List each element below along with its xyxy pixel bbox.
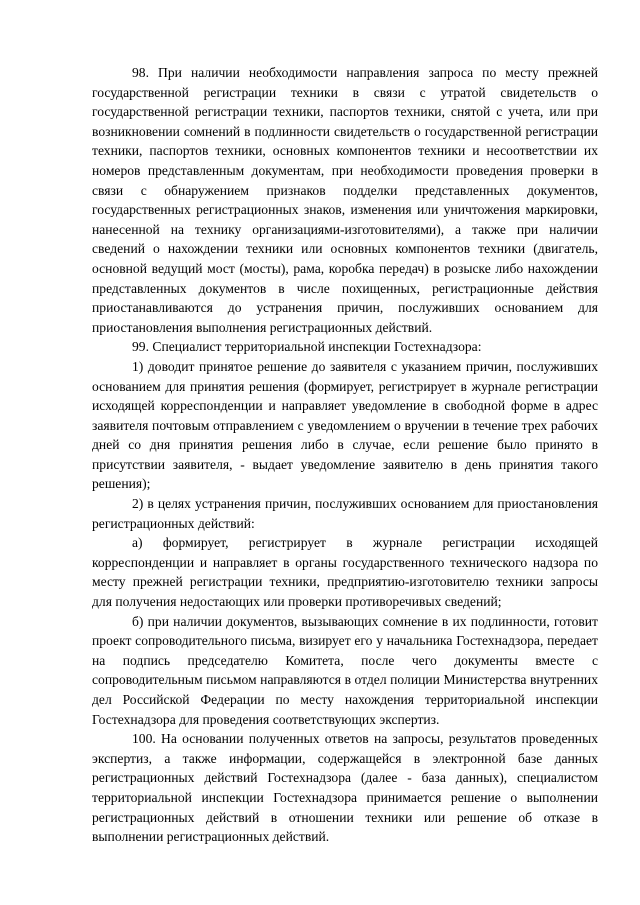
paragraph-99-item-2a: а) формирует, регистрирует в журнале регистрации исходящей корреспонденции и направляет в органы государственного технического надзора по месту прежней регистрации техники, предприятию-изготовителю техники запросы для получения недостающих или проверки противоречивых сведений; (92, 535, 598, 610)
paragraph-99-intro: 99. Специалист территориальной инспекции Гостехнадзора: (132, 339, 482, 355)
paragraph-98: 98. При наличии необходимости направления запроса по месту прежней государственной регистрации техники в связи с утратой свидетельств о государственной регистрации техники, паспортов техники, снятой с учета, или при возникновении сомнений в подлинности свидетельств о государственной регистрации техники, паспортов техники, основных компонентов техники и несоответствии их номеров представленным документам, при необходимости проведения проверки в связи с обнаружением признаков подделки представленных документов, государственных регистрационных знаков, изменения или уничтожения маркировки, нанесенной на технику организациями-изготовителями), а также при наличии сведений о нахождении техники или основных компонентов техники (двигатель, основной ведущий мост (мосты), рама, коробка передач) в розыске либо нахождении представленных документов в числе похищенных, регистрационные действия приостанавливаются до устранения причин, послуживших основанием для приостановления выполнения регистрационных действий. (92, 65, 598, 335)
paragraph-99-item-2: 2) в целях устранения причин, послуживших основанием для приостановления регистрационных действий: (92, 496, 598, 531)
paragraph-100: 100. На основании полученных ответов на запросы, результатов проведенных экспертиз, а также информации, содержащейся в электронной базе данных регистрационных действий Гостехнадзора (далее - база данных), специалистом территориальной инспекции Гостехнадзора принимается решение о выполнении регистрационных действий в отношении техники или решение об отказе в выполнении регистрационных действий. (92, 731, 598, 845)
paragraph-99-item-2b: б) при наличии документов, вызывающих сомнение в их подлинности, готовит проект сопроводительного письма, визирует его у начальника Гостехнадзора, передает на подпись председателю Комитета, после чего документы вместе с сопроводительным письмом направляются в отдел полиции Министерства внутренних дел Российской Федерации по месту нахождения территориальной инспекции Гостехнадзора для проведения соответствующих экспертиз. (92, 613, 598, 727)
document-body (92, 63, 598, 847)
paragraph-99-item-1: 1) доводит принятое решение до заявителя с указанием причин, послуживших основанием для принятия решения (формирует, регистрирует в журнале регистрации исходящей корреспонденции и направляет уведомление в свободной форме в адрес заявителя почтовым отправлением с уведомлением о вручении в течение трех рабочих дней со дня принятия решения либо в случае, если решение было принято в присутствии заявителя, - выдает уведомление заявителю в день принятия такого решения); (92, 358, 598, 492)
